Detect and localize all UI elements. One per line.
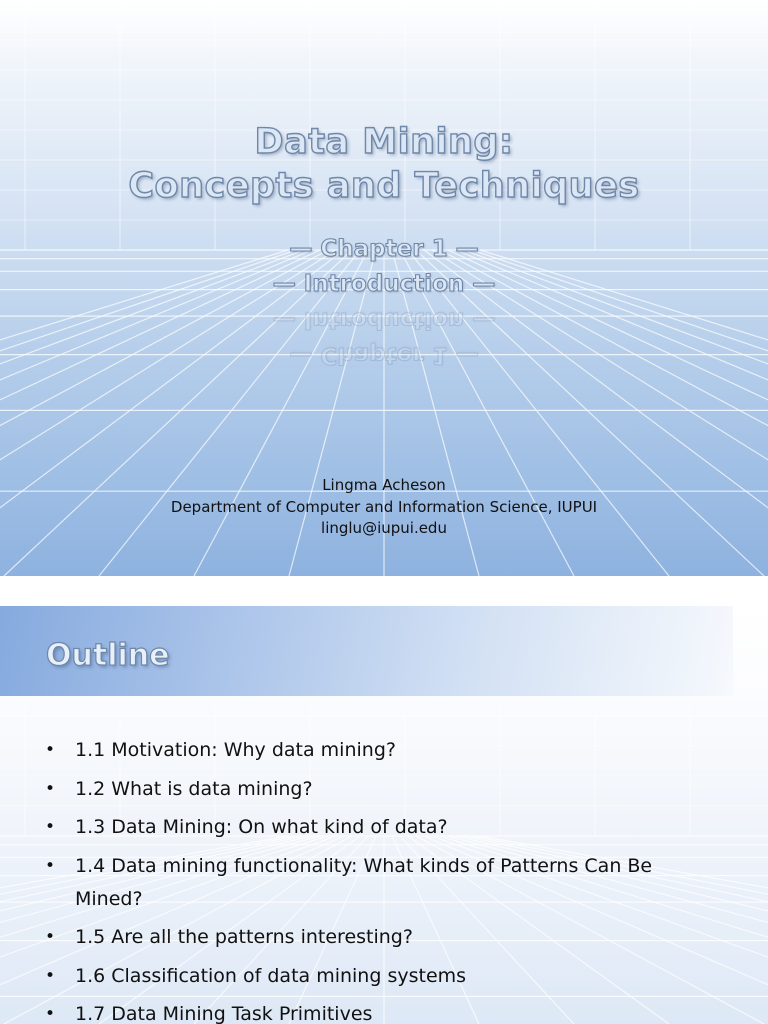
chapter-line-1: — Chapter 1 —: [289, 236, 479, 262]
author-department: Department of Computer and Information Science, IUPUI: [170, 497, 598, 516]
slide-title: [0, 120, 768, 208]
list-item-text: 1.3 Data Mining: On what kind of data?: [75, 816, 448, 838]
list-item-text: 1.5 Are all the patterns interesting?: [75, 926, 413, 948]
list-item-text: 1.6 Classification of data mining systems: [75, 964, 467, 987]
list-item-text: 1.1 Motivation: Why data mining?: [75, 739, 396, 761]
list-item-text: 1.2 What is data mining?: [75, 777, 313, 800]
list-item-text: 1.4 Data mining functionality: What kinds of Patterns Can Be Mined?: [75, 854, 653, 910]
author-info: [0, 475, 768, 540]
title-line-2: Concepts and Techniques: [128, 166, 640, 206]
chapter-line-2: — Introduction —: [272, 271, 496, 297]
bullet-icon: •: [45, 965, 56, 986]
list-item: [0, 921, 768, 954]
author-email: linglu@iupui.edu: [321, 519, 447, 537]
title-line-1: Data Mining:: [254, 122, 514, 162]
list-item: [0, 773, 768, 806]
bullet-icon: •: [45, 740, 56, 760]
list-item: [0, 960, 768, 993]
list-item: [0, 998, 768, 1024]
list-item-text: 1.7 Data Mining Task Primitives: [75, 1003, 373, 1024]
bullet-icon: •: [45, 927, 56, 947]
list-item: [0, 850, 768, 916]
outline-list: [0, 734, 768, 1024]
bullet-icon: •: [45, 855, 56, 876]
list-item: [0, 734, 768, 767]
author-name: Lingma Acheson: [322, 476, 446, 494]
bullet-icon: •: [45, 817, 56, 837]
chapter-subtitle-reflection: [0, 302, 768, 372]
reflection-line-1: — Chapter 1 —: [289, 342, 479, 368]
bullet-icon: •: [45, 1004, 56, 1024]
bullet-icon: •: [45, 778, 56, 799]
reflection-line-2: — Introduction —: [272, 307, 496, 333]
list-item: [0, 811, 768, 844]
outline-slide: [0, 606, 768, 1024]
chapter-subtitle: [0, 232, 768, 302]
outline-title: Outline: [46, 638, 170, 673]
